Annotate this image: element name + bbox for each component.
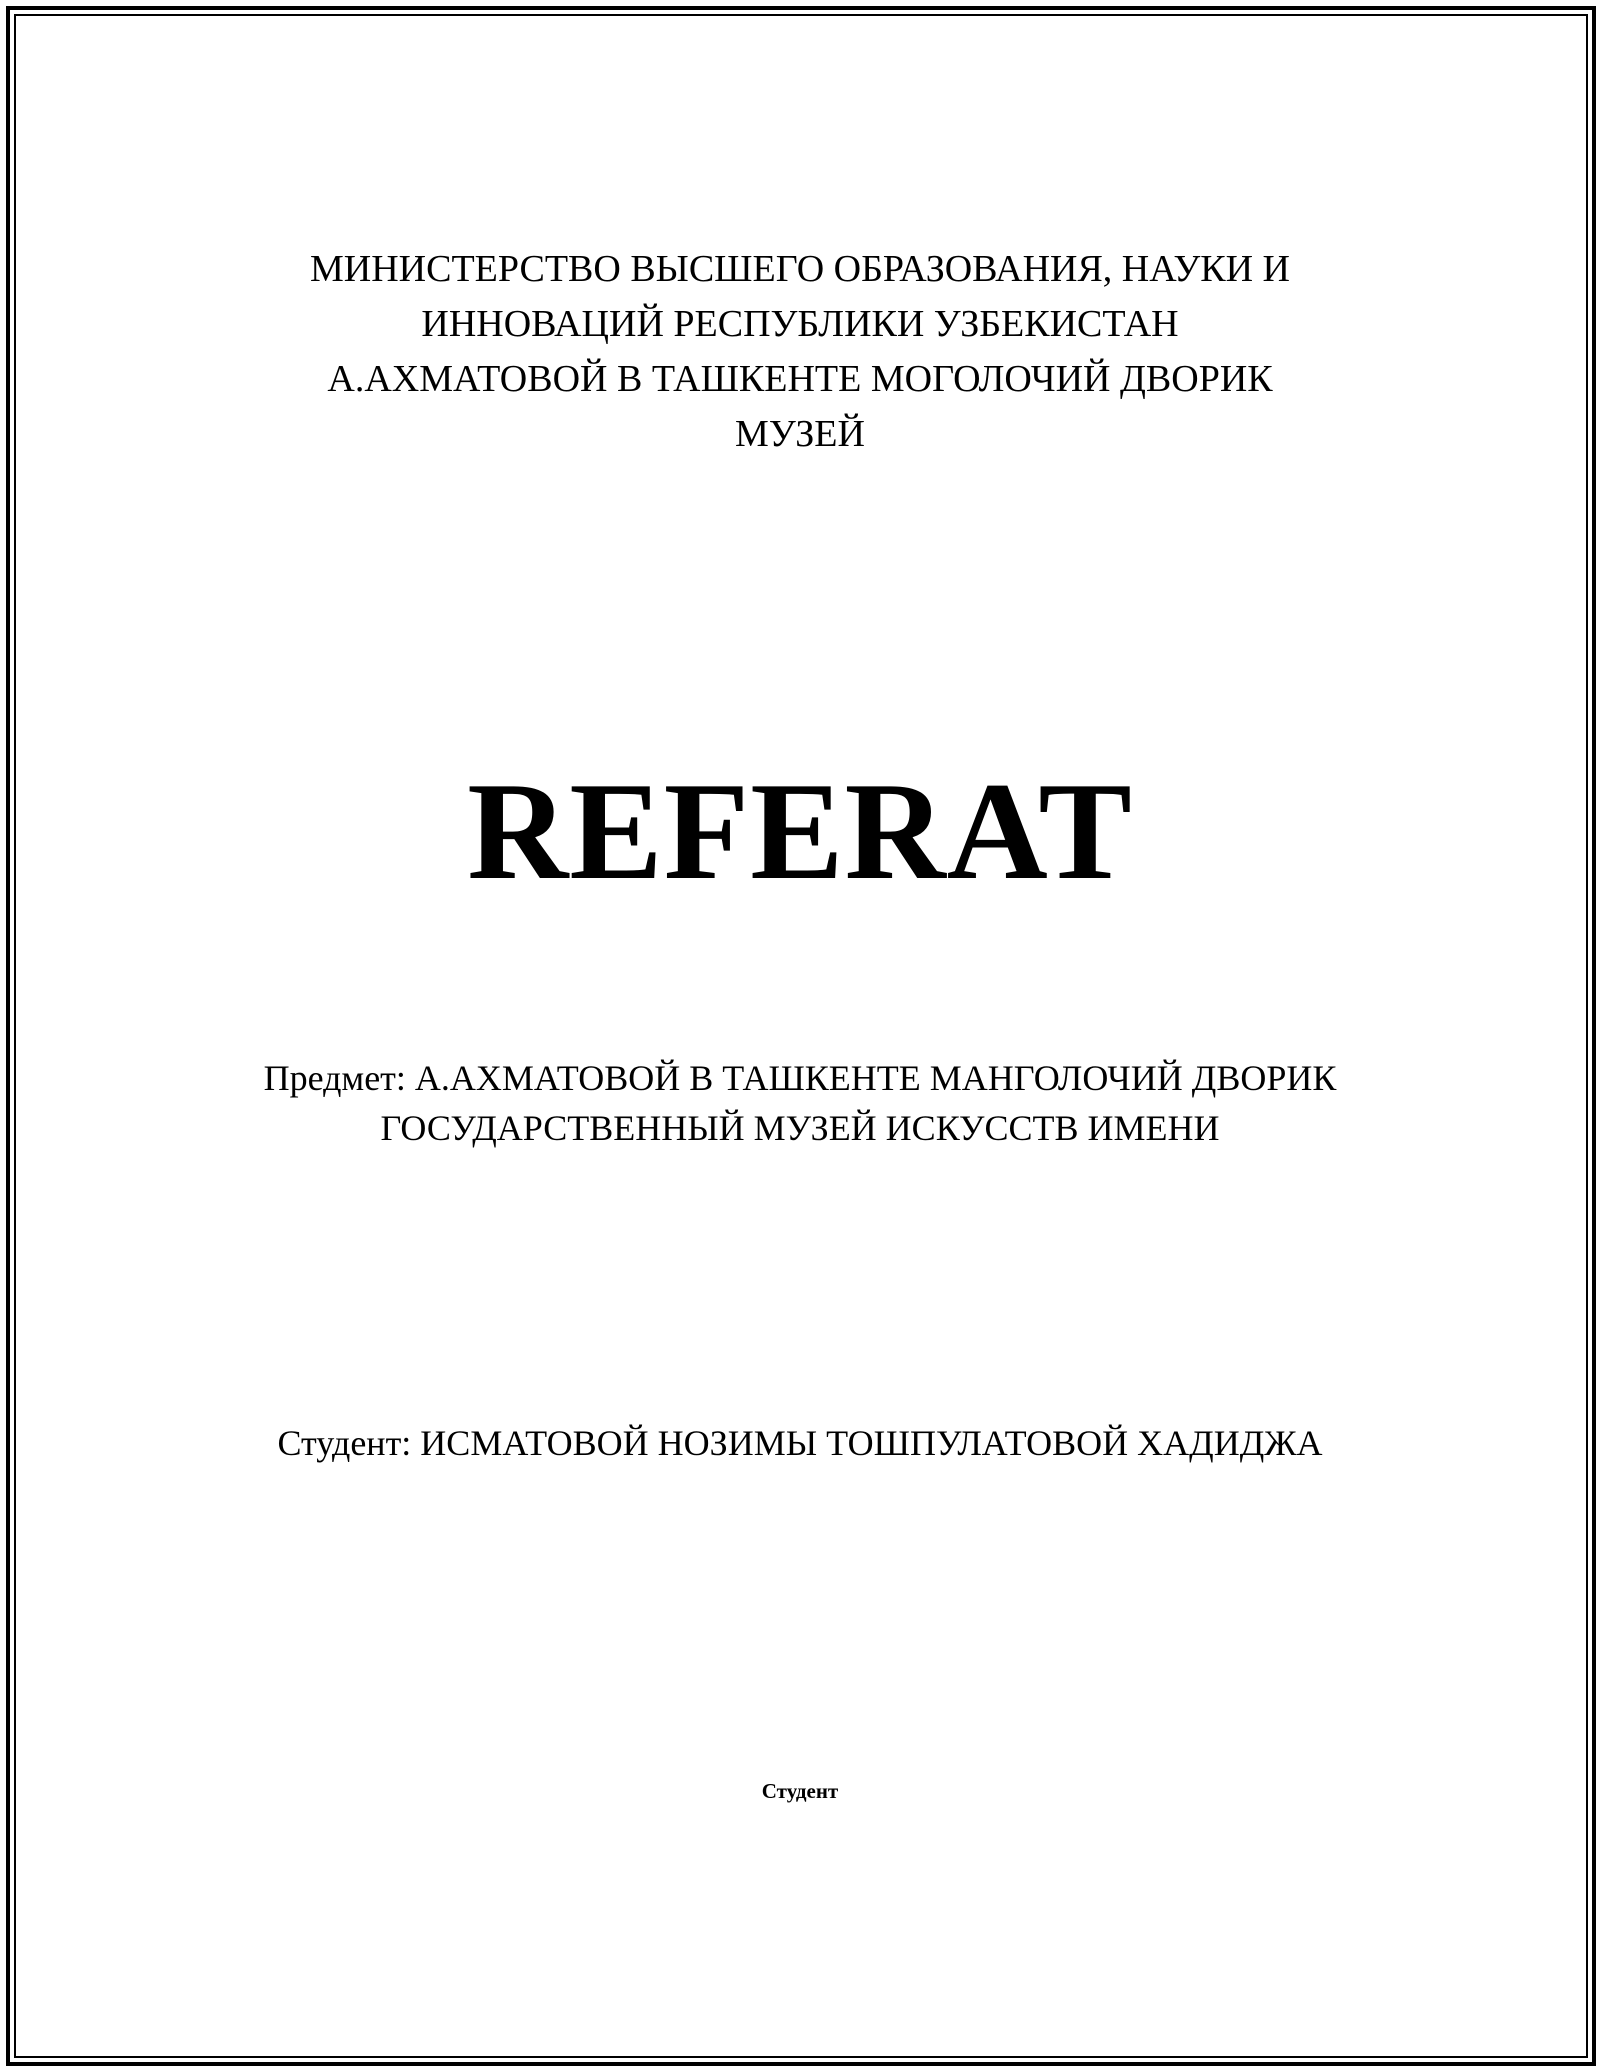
document-title: REFERAT — [467, 754, 1133, 909]
footer-student-label: Студент — [761, 1779, 839, 1803]
ministry-line-3: А.АХМАТОВОЙ В ТАШКЕНТЕ МОГОЛОЧИЙ ДВОРИК — [327, 358, 1273, 400]
ministry-line-1: МИНИСТЕРСТВО ВЫСШЕГО ОБРАЗОВАНИЯ, НАУКИ И — [310, 248, 1290, 290]
subject-line-2: ГОСУДАРСТВЕННЫЙ МУЗЕЙ ИСКУССТВ ИМЕНИ — [380, 1108, 1220, 1148]
subject-block — [0, 1053, 1600, 1153]
subject-line-1: Предмет: А.АХМАТОВОЙ В ТАШКЕНТЕ МАНГОЛОЧИЙ ДВОРИК — [263, 1058, 1337, 1098]
student-line: Студент: ИСМАТОВОЙ НОЗИМЫ ТОШПУЛАТОВОЙ ХАДИДЖА — [277, 1423, 1323, 1463]
ministry-header — [0, 242, 1600, 462]
ministry-line-2: ИННОВАЦИЙ РЕСПУБЛИКИ УЗБЕКИСТАН — [421, 303, 1179, 345]
ministry-line-4: МУЗЕЙ — [735, 413, 865, 455]
